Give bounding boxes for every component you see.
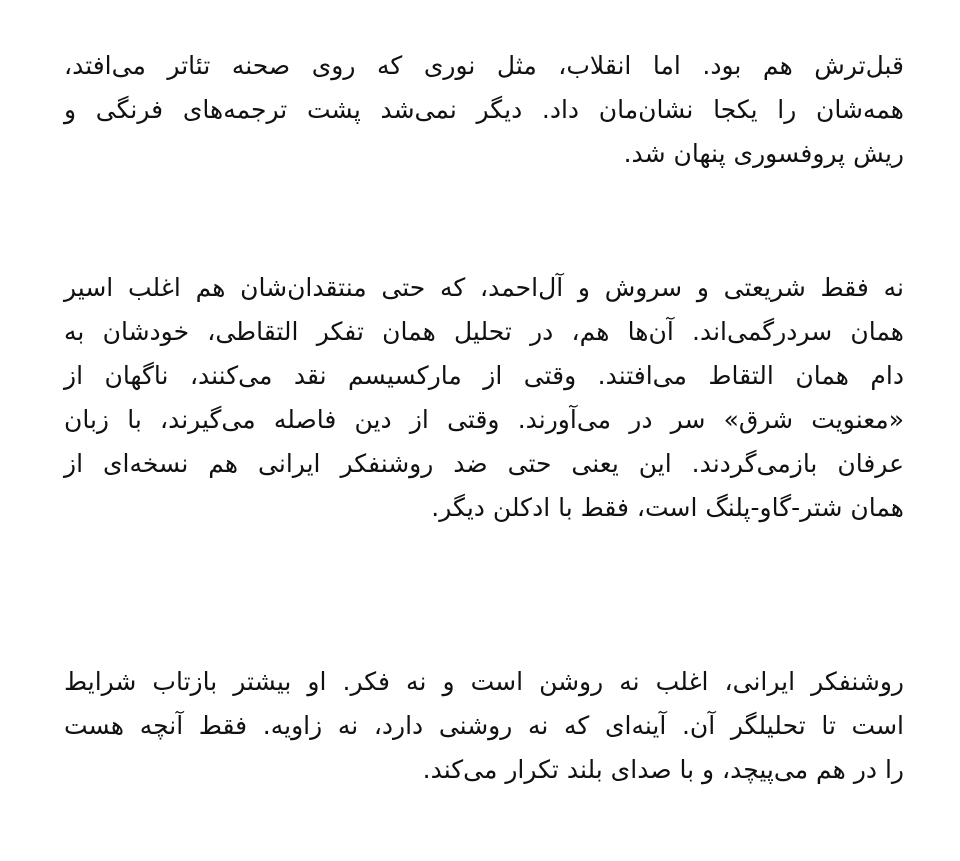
text-line: روشنفکر ایرانی، اغلب نه روشن است و نه فکر. او بیشتر بازتاب شرایط: [64, 667, 904, 696]
text-line: نه فقط شریعتی و سروش و آل‌احمد، که حتی منتقدان‌شان هم اغلب اسیر: [64, 273, 904, 302]
text-line: است تا تحلیلگر آن. آینه‌ای که نه روشنی دارد، نه زاویه. فقط آنچه هست: [64, 711, 904, 740]
text-line: همان شتر-گاو-پلنگ است، فقط با ادکلن دیگر.: [431, 493, 904, 522]
text-line: همان سردرگمی‌اند. آن‌ها هم، در تحلیل همان تفکر التقاطی، خودشان به: [64, 317, 904, 346]
text-line: ریش پروفسوری پنهان شد.: [623, 139, 904, 168]
text-line: «معنویت شرق» سر در می‌آورند. وقتی از دین فاصله می‌گیرند، با زبان: [64, 405, 904, 434]
text-line: قبل‌ترش هم بود. اما انقلاب، مثل نوری که روی صحنه تئاتر می‌افتد،: [64, 51, 904, 80]
text-line: عرفان بازمی‌گردند. این یعنی حتی ضد روشنفکر ایرانی هم نسخه‌ای از: [64, 449, 904, 478]
text-line: همه‌شان را یکجا نشان‌مان داد. دیگر نمی‌شد پشت ترجمه‌های فرنگی و: [64, 95, 904, 124]
paragraph-2: [64, 266, 904, 530]
paragraph-3: [64, 660, 904, 792]
text-line: را در هم می‌پیچد، و با صدای بلند تکرار می‌کند.: [422, 755, 904, 784]
paragraph-1: [64, 44, 904, 176]
text-line: دام همان التقاط می‌افتند. وقتی از مارکسیسم نقد می‌کنند، ناگهان از: [64, 361, 904, 390]
